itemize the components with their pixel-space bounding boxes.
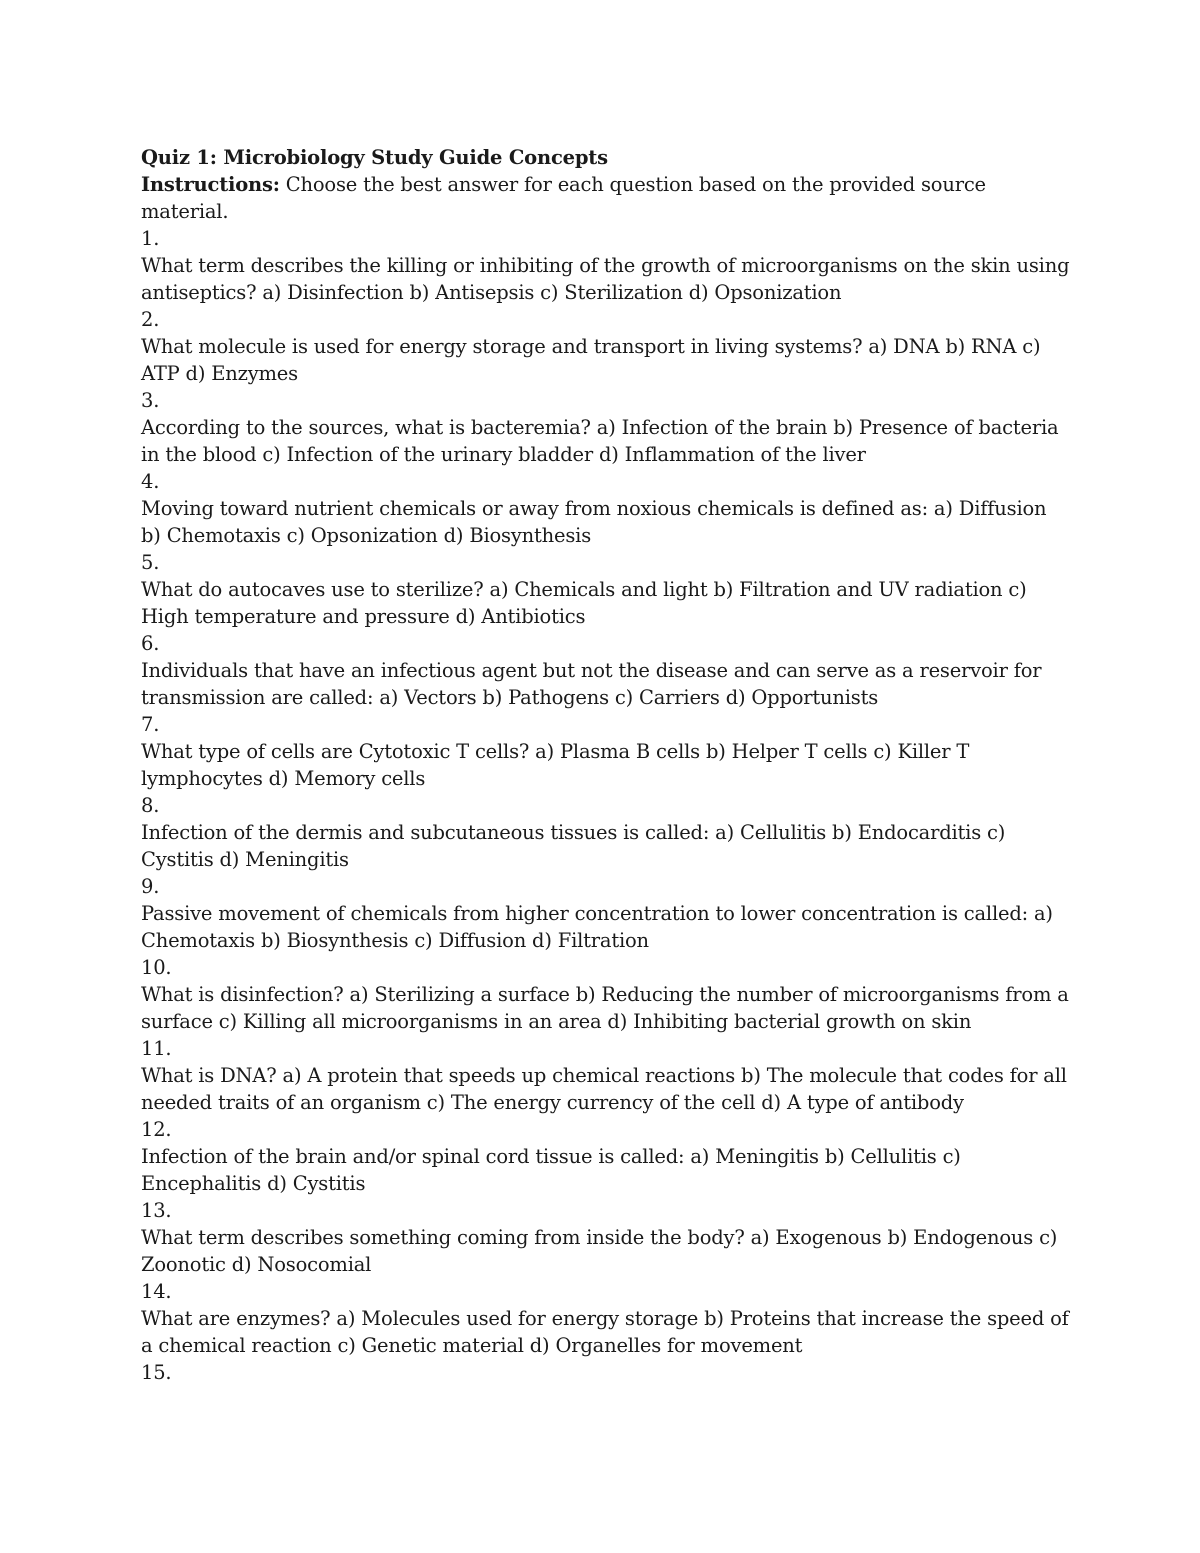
question-item xyxy=(141,1035,1071,1116)
question-text: Individuals that have an infectious agent but not the disease and can serve as a reservoir for transmission are called: a) Vectors b) Pathogens c) Carriers d) Opportunists xyxy=(141,659,1042,709)
document-title: Quiz 1: Microbiology Study Guide Concepts xyxy=(141,146,608,169)
question-text: What is DNA? a) A protein that speeds up chemical reactions b) The molecule that codes for all needed traits of an organism c) The energy currency of the cell d) A type of antibody xyxy=(141,1064,1067,1114)
question-number: 9. xyxy=(141,875,160,898)
question-number: 12. xyxy=(141,1118,172,1141)
question-item xyxy=(141,306,1071,387)
question-text: What molecule is used for energy storage and transport in living systems? a) DNA b) RNA c) ATP d) Enzymes xyxy=(141,335,1041,385)
instructions-label: Instructions: xyxy=(141,173,280,196)
document-page xyxy=(141,144,1071,1386)
question-number: 14. xyxy=(141,1280,172,1303)
question-item xyxy=(141,954,1071,1035)
instructions xyxy=(141,171,1071,225)
question-text: What are enzymes? a) Molecules used for energy storage b) Proteins that increase the speed of a chemical reaction c) Genetic material d) Organelles for movement xyxy=(141,1307,1069,1357)
question-item xyxy=(141,1359,1071,1386)
question-item xyxy=(141,1116,1071,1197)
question-item xyxy=(141,630,1071,711)
question-number: 6. xyxy=(141,632,160,655)
question-text: Moving toward nutrient chemicals or away from noxious chemicals is defined as: a) Diffusion b) Chemotaxis c) Opsonization d) Biosynthesis xyxy=(141,497,1047,547)
question-item xyxy=(141,711,1071,792)
question-item xyxy=(141,387,1071,468)
question-text: What term describes the killing or inhibiting of the growth of microorganisms on the skin using antiseptics? a) Disinfection b) Antisepsis c) Sterilization d) Opsonization xyxy=(141,254,1070,304)
question-text: Infection of the dermis and subcutaneous tissues is called: a) Cellulitis b) Endocarditis c) Cystitis d) Meningitis xyxy=(141,821,1006,871)
question-text: Infection of the brain and/or spinal cord tissue is called: a) Meningitis b) Cellulitis c) Encephalitis d) Cystitis xyxy=(141,1145,961,1195)
question-number: 8. xyxy=(141,794,160,817)
question-number: 11. xyxy=(141,1037,172,1060)
question-number: 7. xyxy=(141,713,160,736)
question-number: 3. xyxy=(141,389,160,412)
question-item xyxy=(141,1197,1071,1278)
question-number: 1. xyxy=(141,227,160,250)
question-item xyxy=(141,1278,1071,1359)
question-list xyxy=(141,225,1071,1386)
question-number: 2. xyxy=(141,308,160,331)
question-text: What is disinfection? a) Sterilizing a surface b) Reducing the number of microorganisms from a surface c) Killing all microorganisms in an area d) Inhibiting bacterial growth on skin xyxy=(141,983,1069,1033)
question-number: 5. xyxy=(141,551,160,574)
question-item xyxy=(141,792,1071,873)
instructions-text: Choose the best answer for each question based on the provided source material. xyxy=(141,173,986,223)
question-text: According to the sources, what is bacteremia? a) Infection of the brain b) Presence of bacteria in the blood c) Infection of the urinary bladder d) Inflammation of the liver xyxy=(141,416,1059,466)
question-item xyxy=(141,873,1071,954)
question-text: What do autocaves use to sterilize? a) Chemicals and light b) Filtration and UV radiation c) High temperature and pressure d) Antibiotics xyxy=(141,578,1027,628)
question-item xyxy=(141,468,1071,549)
question-item xyxy=(141,225,1071,306)
question-number: 10. xyxy=(141,956,172,979)
question-text: Passive movement of chemicals from higher concentration to lower concentration is called: a) Chemotaxis b) Biosynthesis c) Diffusion d) Filtration xyxy=(141,902,1053,952)
question-item xyxy=(141,549,1071,630)
question-text: What term describes something coming from inside the body? a) Exogenous b) Endogenous c) Zoonotic d) Nosocomial xyxy=(141,1226,1058,1276)
question-number: 15. xyxy=(141,1361,172,1384)
question-number: 13. xyxy=(141,1199,172,1222)
question-number: 4. xyxy=(141,470,160,493)
question-text: What type of cells are Cytotoxic T cells? a) Plasma B cells b) Helper T cells c) Killer T lymphocytes d) Memory cells xyxy=(141,740,970,790)
